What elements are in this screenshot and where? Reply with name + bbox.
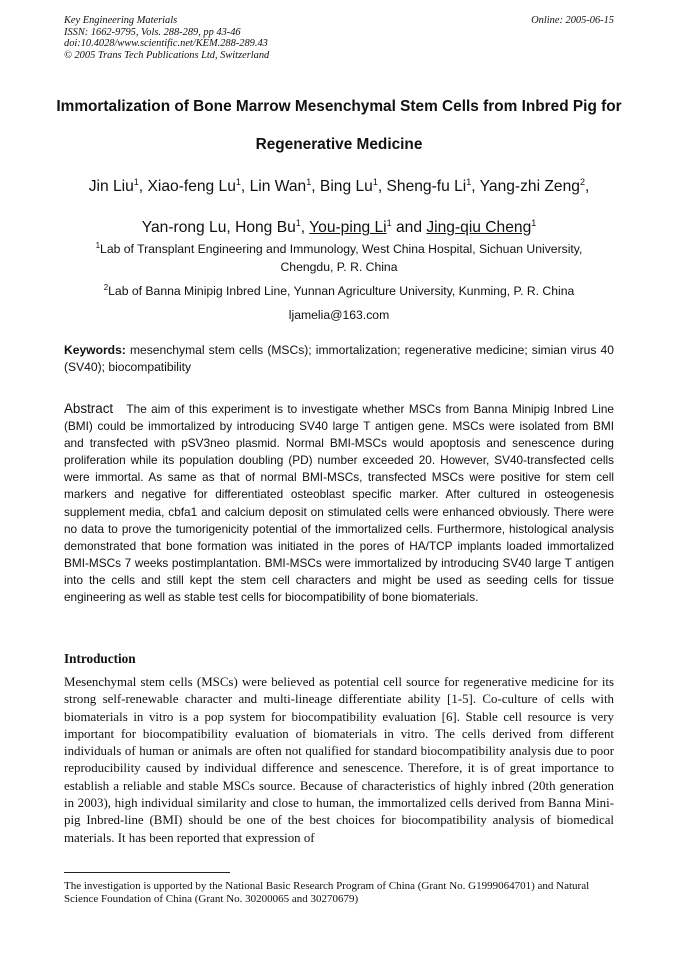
corresponding-author: You-ping Li$^1$ and [309,218,427,237]
keywords-text: mesenchymal stem cells (MSCs); immortalization; regenerative medicine; simian virus 40 (SV40); biocompatibility [64,343,614,375]
abstract-label: Abstract [64,401,114,416]
online-date: Online: 2005-06-15 [531,15,614,26]
journal-name: Key Engineering Materials [64,15,178,26]
introduction-heading: Introduction [64,651,136,666]
paper-title: Immortalization of Bone Marrow Mesenchymal Stem Cells from Inbred Pig for Regenerative Medicine [56,98,622,153]
author: Hong Bu$^1$, [235,218,310,237]
affiliation-2: $^2$Lab of Banna Minipig Inbred Line, Yunnan Agriculture University, Kunming, P. R. China [103,283,575,299]
author-list [30,164,648,246]
author: Yang-zhi Zeng$^2$, [479,177,590,196]
footnote: The investigation is upported by the National Basic Research Program of China (Grant No. G1999064701) and Natural Science Foundation of China (Grant No. 30200065 and 30270679) [64,880,590,906]
contact-email[interactable]: ljamelia@163.com [288,308,390,322]
keywords [64,342,614,376]
abstract [64,400,614,606]
keywords-label: Keywords: [64,343,126,357]
author: Xiao-feng Lu$^1$, [147,177,250,196]
affiliation-1: $^1$Lab of Transplant Engineering and Immunology, West China Hospital, Sichuan University, Chengdu, P. R. China [95,241,583,275]
author: Sheng-fu Li$^1$, [386,177,480,196]
footnote-divider [64,872,230,873]
journal-copyright: © 2005 Trans Tech Publications Ltd, Switzerland [64,49,270,61]
author: Jin Liu$^1$, [88,177,148,196]
author: Lin Wan$^1$, [249,177,320,196]
author: Bing Lu$^1$, [319,177,387,196]
journal-issn: ISSN: 1662-9795, Vols. 288-289, pp 43-46 [64,26,241,38]
corresponding-author: Jing-qiu Cheng$^1$ [426,218,537,237]
journal-doi[interactable]: doi:10.4028/www.scientific.net/KEM.288-289.43 [64,38,268,50]
author: Yan-rong Lu, [141,219,236,237]
abstract-text: The aim of this experiment is to investigate whether MSCs from Banna Minipig Inbred Line (BMI) could be immortalized by introducing SV40 large T antigen gene. MSCs were isolated from BMI and transfected with pSV3neo plasmid. Normal BMI-MSCs would apoptosis and senescence during proliferation while its population doubling (PD) number exceeded 20. However, SV40-transfected cells were immortal. As same as that of normal BMI-MSCs, transfected MSCs were positive for stem cell markers and negative for differentiated osteoblast specific marker. After cultured in osteogenesis supplement media, cbfa1 and calcium deposit on stimulated cells were enhanced obviously. There were no data to prove the tumorigenicity potential of the immortalized cells. Furthermore, histological analysis demonstrated that bone formation was initiated in the pores of HA/TCP implants loaded immortalized BMI-MSCs 7 weeks postimplantation. BMI-MSCs were immortalized by introducing SV40 large T antigen into the cells and still kept the stem cell characters and might be used as seeding cells for tissue engineering as well as stable test cells for biocompatibility of bone biomaterials. [64,402,614,605]
journal-header [64,15,614,61]
introduction-text: Mesenchymal stem cells (MSCs) were believed as potential cell source for regenerative medicine for its strong self-renewable character and multi-lineage differentiate ability [1-5]. Co-culture of cells with biomaterials in vitro is a pop system for biocompatibility evaluation [6]. Stable cell resource is very important for biocompatibility evaluation of biomaterials in vitro. The cells derived from different individuals of human or animals are often not qualified for standard biocompatibility analysis due to poor reproducibility caused by individual difference and senescence. Therefore, it is of great importance to establish a reliable and stable MSCs source. Because of characteristics of highly inbred (20th generation in 2003), high individual similarity and close to human, the immortalized cells derived from Banna Mini-pig Inbred-line (BMI) should be one of the best choices for biocompatibility analysis of biomedical materials. It has been reported that expression of [64,675,614,845]
